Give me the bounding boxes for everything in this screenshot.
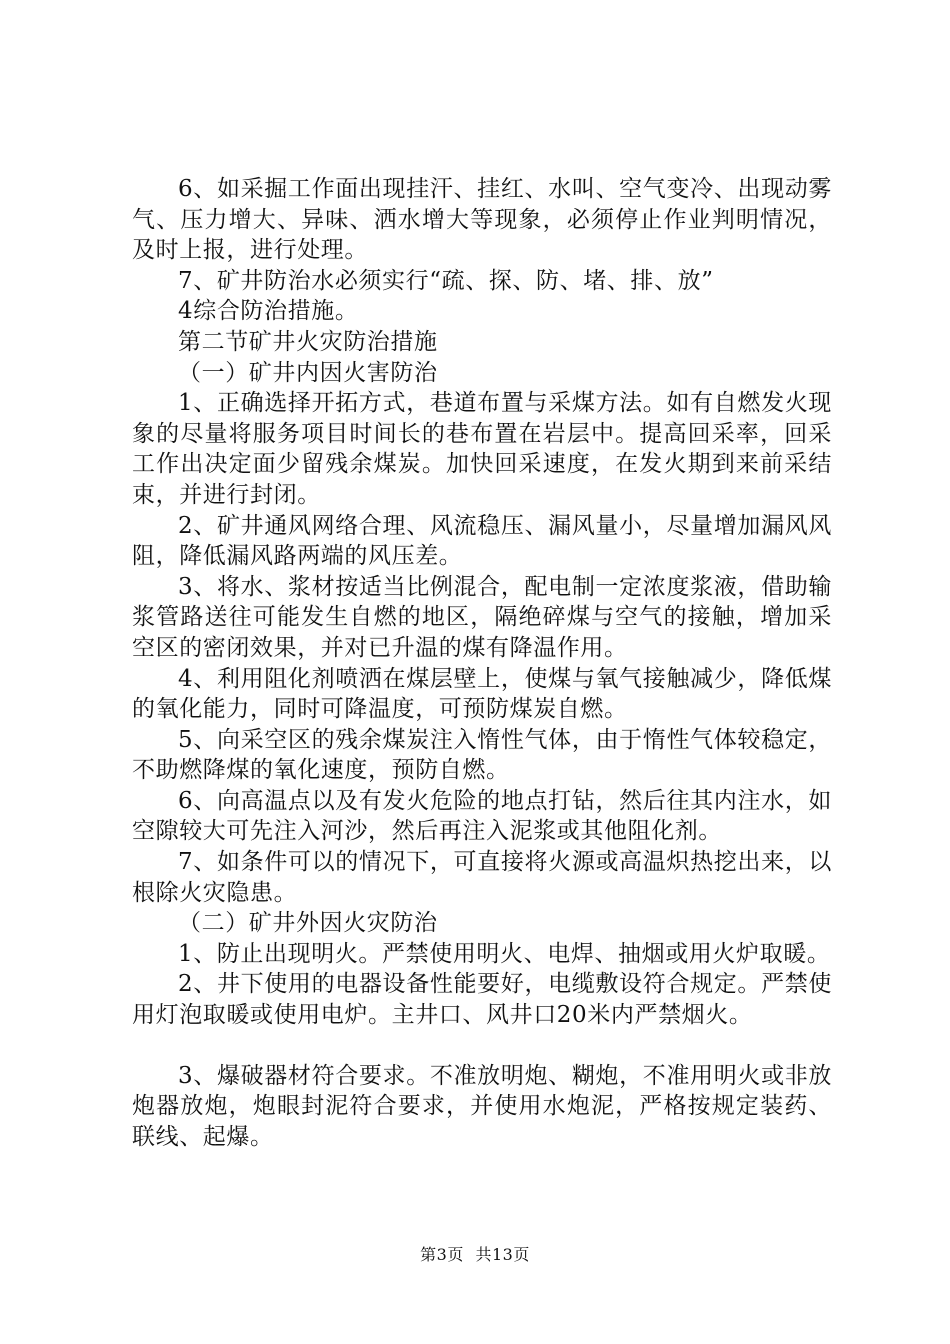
- document-body: [132, 174, 832, 1152]
- paragraph-internal-fire-6: 6、向高温点以及有发火危险的地点打钻，然后往其内注水，如空隙较大可先注入河沙，然后再注入泥浆或其他阻化剂。: [132, 787, 832, 845]
- subsection-heading-internal-fire: （一）矿井内因火害防治: [178, 359, 438, 386]
- paragraph-item-7-water-control: 7、矿井防治水必须实行“疏、探、防、堵、排、放”: [178, 267, 714, 294]
- paragraph-internal-fire-1: 1、正确选择开拓方式，巷道布置与采煤方法。如有自燃发火现象的尽量将服务项目时间长的巷布置在岩层中。提高回采率，回采工作出决定面少留残余煤炭。加快回采速度，在发火期到来前采结束，并进行封闭。: [132, 390, 832, 508]
- paragraph-external-fire-3: 3、爆破器材符合要求。不准放明炮、糊炮，不准用明火或非放炮器放炮，炮眼封泥符合要求，并使用水炮泥，严格按规定装药、联线、起爆。: [132, 1062, 832, 1150]
- paragraph-comprehensive-measures: 4综合防治措施。: [178, 298, 359, 325]
- paragraph-external-fire-1: 1、防止出现明火。严禁使用明火、电焊、抽烟或用火炉取暖。: [178, 940, 831, 967]
- paragraph-internal-fire-3: 3、将水、浆材按适当比例混合，配电制一定浓度浆液，借助输浆管路送往可能发生自燃的地区，隔绝碎煤与空气的接触，增加采空区的密闭效果，并对已升温的煤有降温作用。: [132, 573, 832, 661]
- paragraph-item-6-inrush-signs: 6、如采掘工作面出现挂汗、挂红、水叫、空气变冷、出现动雾气、压力增大、异味、洒水增大等现象，必须停止作业判明情况，及时上报，进行处理。: [132, 176, 832, 264]
- paragraph-internal-fire-5: 5、向采空区的残余煤炭注入惰性气体，由于惰性气体较稳定，不助燃降煤的氧化速度，预防自燃。: [132, 726, 832, 784]
- subsection-heading-external-fire: （二）矿井外因火灾防治: [178, 910, 438, 937]
- paragraph-internal-fire-4: 4、利用阻化剂喷洒在煤层壁上，使煤与氧气接触减少，降低煤的氧化能力，同时可降温度，可预防煤炭自燃。: [132, 665, 832, 723]
- page-total: 共13页: [475, 1245, 530, 1264]
- paragraph-internal-fire-2: 2、矿井通风网络合理、风流稳压、漏风量小，尽量增加漏风风阻，降低漏风路两端的风压差。: [132, 512, 832, 570]
- section-heading-fire-prevention: 第二节矿井火灾防治措施: [178, 328, 438, 355]
- page-footer: [0, 1242, 950, 1265]
- paragraph-external-fire-2: 2、井下使用的电器设备性能要好，电缆敷设符合规定。严禁使用灯泡取暖或使用电炉。主井口、风井口20米内严禁烟火。: [132, 971, 832, 1029]
- page-number: 第3页: [420, 1245, 464, 1264]
- paragraph-internal-fire-7: 7、如条件可以的情况下，可直接将火源或高温炽热挖出来，以根除火灾隐患。: [132, 849, 832, 906]
